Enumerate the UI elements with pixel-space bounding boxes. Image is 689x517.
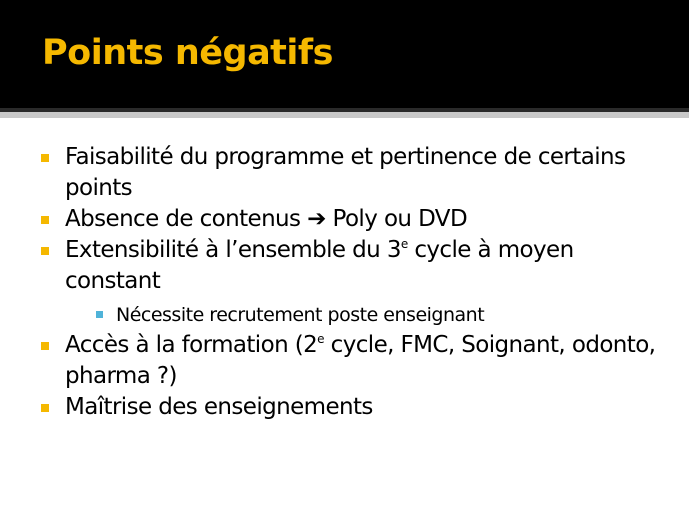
title-band	[0, 0, 689, 108]
bullet-list	[40, 142, 660, 423]
bullet-text: Poly ou DVD	[325, 206, 468, 232]
bullet-text: cycle à moyen constant	[65, 237, 574, 294]
sub-bullet-item-recruitment	[96, 302, 660, 328]
bullet-item-extensibility	[40, 235, 660, 328]
bullet-item-mastery	[40, 392, 660, 423]
square-bullet-icon	[41, 404, 49, 412]
bullet-item-access	[40, 330, 660, 392]
bullet-text: Extensibilité à l’ensemble du 3	[65, 237, 401, 263]
square-bullet-icon	[41, 247, 49, 255]
bullet-text: Maîtrise des enseignements	[65, 394, 373, 420]
bullet-item-content	[40, 204, 660, 235]
arrow-right-icon: ➔	[307, 206, 326, 232]
bullet-text: Accès à la formation (2	[65, 332, 318, 358]
sub-bullet-text: Nécessite recrutement poste enseignant	[116, 304, 485, 326]
bullet-text: Faisabilité du programme et pertinence de certains points	[65, 144, 626, 201]
title-divider-light	[0, 112, 689, 118]
bullet-item-feasibility	[40, 142, 660, 204]
square-bullet-icon	[41, 216, 49, 224]
bullet-text: Absence de contenus	[65, 206, 308, 232]
superscript: e	[400, 237, 408, 251]
slide-title: Points négatifs	[42, 33, 333, 73]
square-bullet-icon	[41, 342, 49, 350]
square-sub-bullet-icon	[96, 311, 103, 318]
superscript: e	[317, 332, 324, 346]
square-bullet-icon	[41, 154, 49, 162]
bullet-text: cycle, FMC, Soignant, odonto, pharma ?)	[65, 332, 656, 389]
